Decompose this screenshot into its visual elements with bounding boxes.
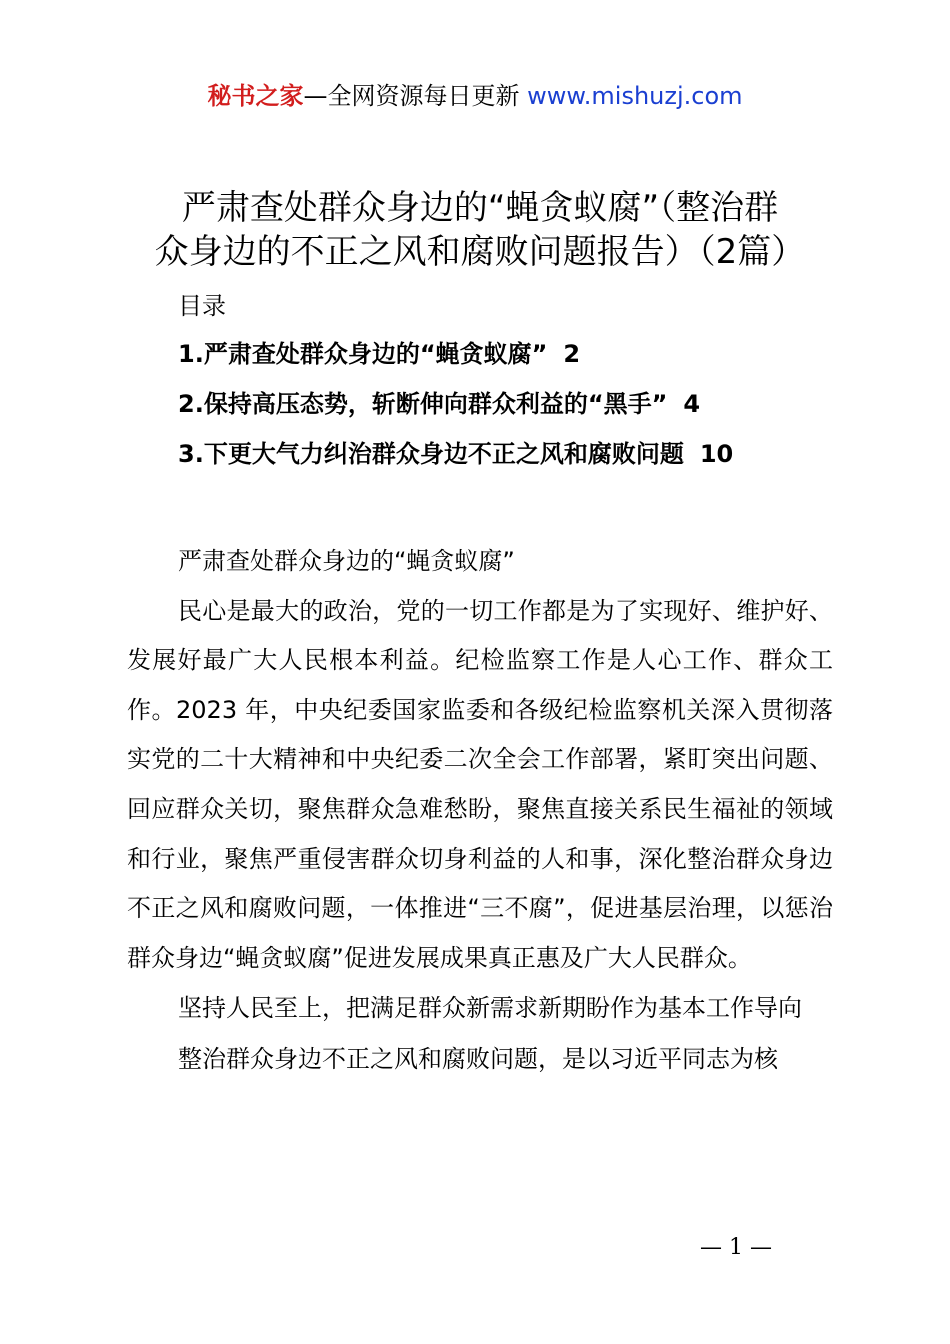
toc-item[interactable] [178, 338, 838, 388]
document-title [125, 186, 835, 274]
toc-item[interactable] [178, 388, 838, 438]
subheading: 坚持人民至上，把满足群众新需求新期盼作为基本工作导向 [178, 994, 802, 1023]
banner-tagline: —全网资源每日更新 [303, 82, 528, 110]
paragraph: 民心是最大的政治，党的一切工作都是为了实现好、维护好、发展好最广大人民根本利益。纪检监察工作是人心工作、群众工作。2023 年，中央纪委国家监委和各级纪检监察机关深入贯彻落实党的二十大精神和中央纪委二次全会工作部署，紧盯突出问题、回应群众关切，聚焦群众急难愁盼，聚焦直接关系民生福祉的领域和行业，聚焦严重侵害群众切身利益的人和事，深化整治群众身边不正之风和腐败问题，一体推进“三不腐”，促进基层治理，以惩治群众身边“蝇贪蚁腐”促进发展成果真正惠及广大人民群众。 [127, 596, 833, 972]
brand-name: 秘书之家 [207, 82, 304, 110]
title-line-1: 严肃查处群众身边的“蝇贪蚁腐”（整治群 [181, 188, 779, 228]
table-of-contents [178, 338, 838, 488]
title-line-2: 众身边的不正之风和腐败问题报告）（2篇） [154, 232, 806, 272]
site-banner [0, 80, 950, 112]
page-number: — 1 — [700, 1235, 772, 1260]
site-url[interactable]: www.mishuzj.com [527, 82, 743, 110]
toc-heading: 目录 [178, 292, 226, 320]
toc-item-label: 2.保持高压态势，斩断伸向群众利益的“黑手” [178, 390, 668, 418]
toc-item-page: 10 [699, 440, 734, 468]
toc-item-label: 3.下更大气力纠治群众身边不正之风和腐败问题 [178, 440, 684, 468]
document-body [127, 537, 833, 1085]
toc-item-page: 2 [563, 340, 581, 368]
section-title: 严肃查处群众身边的“蝇贪蚁腐” [178, 547, 515, 575]
paragraph: 整治群众身边不正之风和腐败问题，是以习近平同志为核 [178, 1044, 778, 1073]
toc-item[interactable] [178, 438, 838, 488]
toc-item-label: 1.严肃查处群众身边的“蝇贪蚁腐” [178, 340, 548, 368]
toc-item-page: 4 [683, 390, 701, 418]
